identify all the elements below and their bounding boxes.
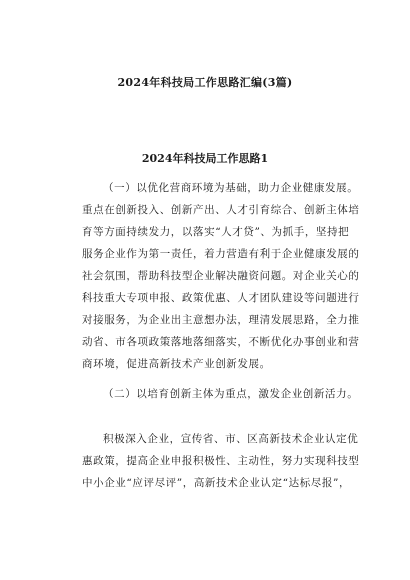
paragraph-1 [82, 177, 360, 375]
paragraph-line: 中小企业“应评尽评”，高新技术企业认定“达标尽报”， [82, 477, 351, 489]
paragraph-line: 科技重大专项申报、政策优惠、人才团队建设等问题进行 [82, 292, 360, 304]
paragraph-line: 服务企业作为第一责任，着力营造有利于企业健康发展的 [82, 248, 360, 260]
paragraph-line: （二）以培育创新主体为重点，激发企业创新活力。 [103, 388, 359, 400]
paragraph-2 [82, 383, 359, 405]
paragraph-line: （一）以优化营商环境为基础，助力企业健康发展。 [103, 182, 359, 194]
paragraph-line: 商环境，促进高新技术产业创新发展。 [82, 358, 271, 370]
document-title: 2024年科技局工作思路汇编(3篇) [117, 76, 293, 89]
paragraph-line: 社会氛围，帮助科技型企业解决融资问题。对企业关心的 [82, 270, 360, 282]
paragraph-line: 育等方面持续发力，以落实“人才贷”、为抓手，坚持把 [82, 226, 350, 238]
section-title: 2024年科技局工作思路1 [141, 152, 269, 165]
paragraph-3 [82, 428, 360, 494]
paragraph-line: 重点在创新投入、创新产出、人才引育综合、创新主体培 [82, 204, 360, 216]
paragraph-line: 积极深入企业，宣传省、市、区高新技术企业认定优 [103, 433, 359, 445]
paragraph-line: 动省、市各项政策落地落细落实，不断优化办事创业和营 [82, 336, 360, 348]
paragraph-line: 对接服务，为企业出主意想办法，理清发展思路，全力推 [82, 314, 360, 326]
paragraph-line: 惠政策，提高企业申报积极性、主动性，努力实现科技型 [82, 455, 360, 467]
